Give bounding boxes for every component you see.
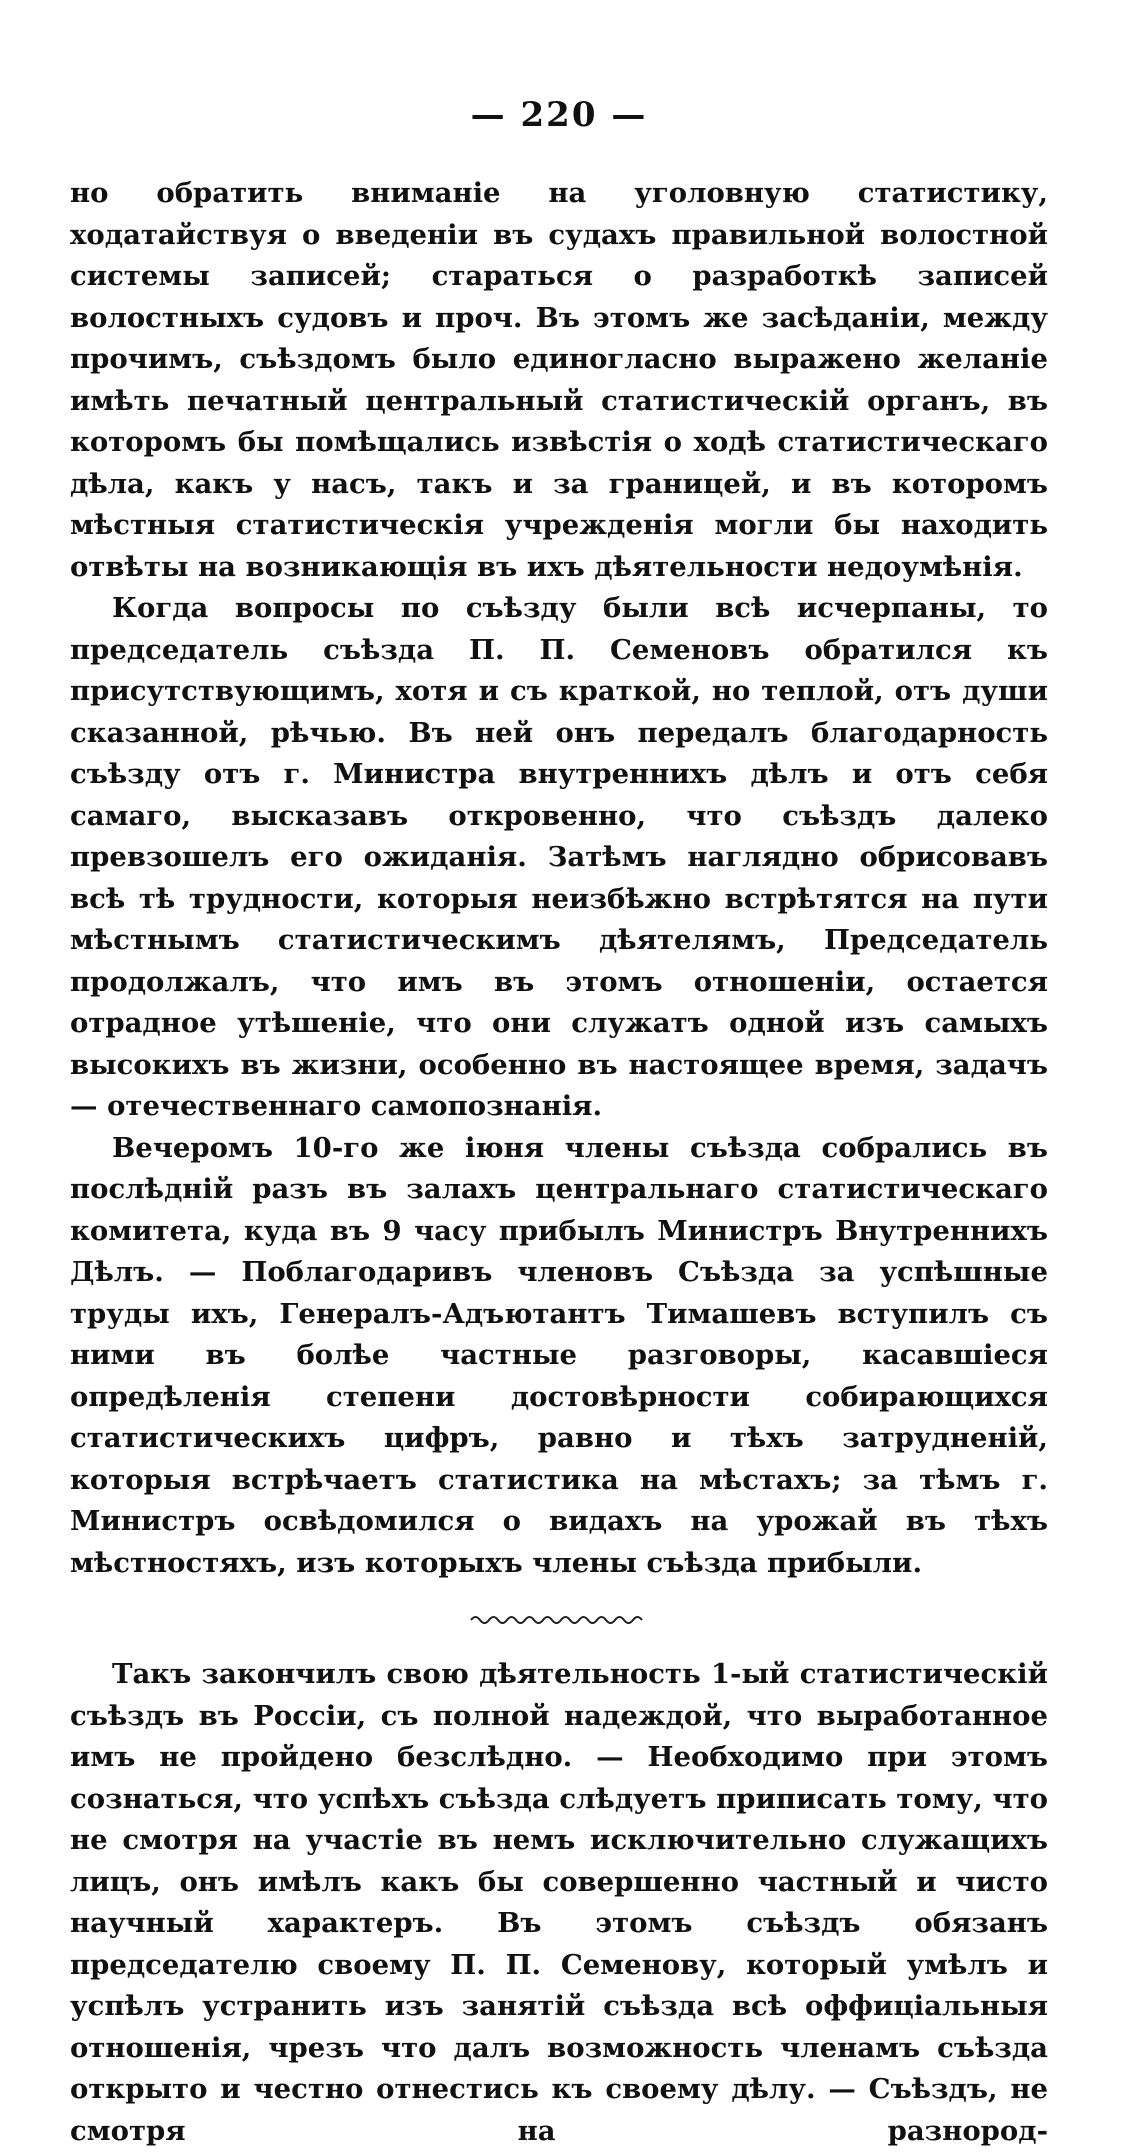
section-divider [70, 1594, 1048, 1646]
paragraph-chairman-speech: Когда вопросы по съѣзду были всѣ исчерпаны, то председатель съѣзда П. П. Семеновъ обратился къ присутствующимъ, хотя и съ краткой, но теплой, отъ души сказанной, рѣчью. Въ ней онъ передалъ благодарность съѣзду отъ г. Министра внутреннихъ дѣлъ и отъ себя самаго, высказавъ откровенно, что съѣздъ далеко превзошелъ его ожиданія. Затѣмъ наглядно обрисовавъ всѣ тѣ трудности, которыя неизбѣжно встрѣтятся на пути мѣстнымъ статистическимъ дѣятелямъ, Председатель продолжалъ, что имъ въ этомъ отношеніи, остается отрадное утѣшеніе, что они служатъ одной изъ самыхъ высокихъ въ жизни, особенно въ настоящее время, задачъ — отечественнаго самопознанія. [70, 592, 1048, 1122]
paragraph-continuation: но обратить вниманіе на уголовную статистику, ходатайствуя о введеніи въ судахъ правильной волостной системы записей; стараться о разработкѣ записей волостныхъ судовъ и проч. Въ этомъ же засѣданіи, между прочимъ, съѣздомъ было единогласно выражено желаніе имѣть печатный центральный статистическій органъ, въ которомъ бы помѣщались извѣстія о ходѣ статистическаго дѣла, какъ у насъ, такъ и за границей, и въ которомъ мѣстныя статистическія учрежденія могли бы находить отвѣты на возникающія въ ихъ дѣятельности недоумѣнія. [70, 177, 1048, 583]
paragraph-minister-visit: Вечеромъ 10-го же іюня члены съѣзда собрались въ послѣдній разъ въ залахъ центральнаго статистическаго комитета, куда въ 9 часу прибылъ Министръ Внутреннихъ Дѣлъ. — Поблагодаривъ членовъ Съѣзда за успѣшные труды ихъ, Генералъ-Адъютантъ Тимашевъ вступилъ съ ними въ болѣе частные разговоры, касавшіеся опредѣленія степени достовѣрности собирающихся статистическихъ цифръ, равно и тѣхъ затрудненій, которыя встрѣчаетъ статистика на мѣстахъ; за тѣмъ г. Министръ освѣдомился о видахъ на урожай въ тѣхъ мѣстностяхъ, изъ которыхъ члены съѣзда прибыли. [70, 1131, 1048, 1579]
page-number: — 220 — [470, 95, 648, 135]
wavy-rule-icon [469, 1610, 649, 1630]
paragraph-conclusion: Такъ закончилъ свою дѣятельность 1-ый статистическій съѣздъ въ Россіи, съ полной надеждой, что выработанное имъ не пройдено безслѣдно. — Необходимо при этомъ сознаться, что успѣхъ съѣзда слѣдуетъ приписать тому, что не смотря на участіе въ немъ исключительно служащихъ лицъ, онъ имѣлъ какъ бы совершенно частный и чисто научный характеръ. Въ этомъ съѣздъ обязанъ председателю своему П. П. Семенову, который умѣлъ и успѣлъ устранить изъ занятій съѣзда всѣ оффиціальныя отношенія, чрезъ что далъ возможность членамъ съѣзда открыто и честно отнестись къ своему дѣлу. — Съѣздъ, не смотря на разнород- [70, 1658, 1048, 2147]
